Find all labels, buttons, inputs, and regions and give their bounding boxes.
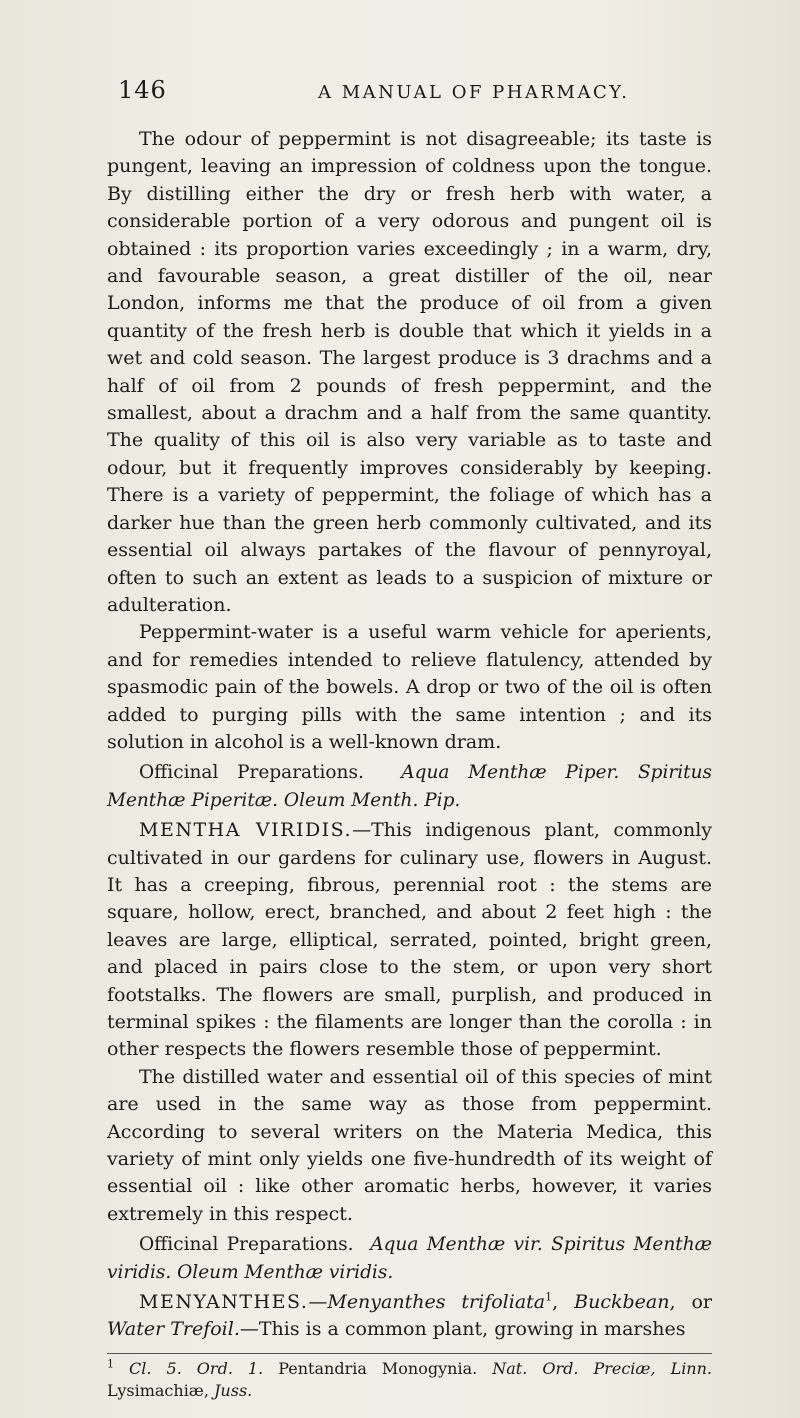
mentha-viridis-description: —This indigenous plant, commonly cultivated in our gardens for culinary use, flowers in August. It has a creeping, fibrous, perennial root : the stems are square, hollow, erect, branched, and about 2 feet high : the leaves are large, elliptical, serrated, pointed, bright green, and placed in pairs close to the stem, or upon very short footstalks. The flowers are small, purplish, and produced in terminal spikes : the filaments are longer than the corolla : in other respects the flowers resemble those of peppermint. [107, 819, 713, 1061]
running-title: A MANUAL OF PHARMACY. [318, 82, 630, 103]
footnote-text [107, 1358, 712, 1402]
footnote-linnaean: Pentandria Monogynia. [278, 1359, 493, 1378]
footnote-authority: Juss. [214, 1381, 253, 1400]
preparations-label: Officinal Preparations. [139, 1234, 354, 1256]
page-header [118, 76, 718, 116]
preparations-list: Aqua Menthæ Piper. Spiritus Menthæ Piperitæ. Oleum Menth. Pip. [107, 762, 712, 811]
footnote-classification: Cl. 5. Ord. 1. [114, 1359, 279, 1378]
comma: , [552, 1291, 575, 1314]
common-name: Buckbean [574, 1291, 670, 1314]
paragraph-peppermint-odour: The odour of peppermint is not disagreeable; its taste is pungent, leaving an impression of coldness upon the tongue. By distilling either the dry or fresh herb with water, a considerable portion of a very odorous and pungent oil is obtained : its proportion varies exceedingly ; in a warm, dry, and favourable season, a great distiller of the oil, near London, informs me that the produce of oil from a given quantity of the fresh herb is double that which it yields in a wet and cold season. The largest produce is 3 drachms and a half of oil from 2 pounds of fresh peppermint, and the smallest, about a drachm and a half from the same quantity. The quality of this oil is also very variable as to taste and odour, but it frequently improves considerably by keeping. There is a variety of peppermint, the foliage of which has a darker hue than the green herb commonly cultivated, and its essential oil always partakes of the flavour of pennyroyal, often to such an extent as leads to a suspicion of mixture or adulteration. [107, 128, 712, 616]
section-heading-menyanthes: MENYANTHES. [139, 1291, 309, 1314]
dash: — [308, 1291, 328, 1314]
preparations-label: Officinal Preparations. [139, 762, 364, 784]
body-text [107, 126, 712, 1344]
footnote-divider [107, 1353, 712, 1354]
paragraph-spearmint-uses: The distilled water and essential oil of this species of mint are used in the same way as those from peppermint. According to several writers on the Materia Medica, this variety of mint only yields one five-hundredth of its weight of essential oil : like other aromatic herbs, however, it varies extremely in this respect. [107, 1065, 712, 1225]
paragraph-menyanthes [107, 1289, 712, 1344]
common-name-2: Water Trefoil. [107, 1318, 240, 1341]
footnote-natural-order: Nat. Ord. Preciæ, Linn. [492, 1359, 713, 1378]
latin-name: Menyanthes trifoliata [327, 1291, 546, 1314]
officinal-preparations-spearmint [107, 1231, 712, 1286]
footnote-marker: 1 [107, 1357, 114, 1371]
menyanthes-description: —This is a common plant, growing in marshes [239, 1318, 686, 1341]
footnote-family: Lysimachiæ, [107, 1381, 215, 1400]
officinal-preparations-peppermint [107, 759, 712, 814]
paragraph-peppermint-water: Peppermint-water is a useful warm vehicle for aperients, and for remedies intended to relieve flatulency, attended by spasmodic pain of the bowels. A drop or two of the oil is often added to purging pills with the same intention ; and its solution in alcohol is a well-known dram. [107, 621, 712, 753]
preparations-list: Aqua Menthæ vir. Spiritus Menthæ viridis. Oleum Menthæ viridis. [107, 1234, 713, 1283]
footnote [107, 1358, 712, 1402]
paragraph-mentha-viridis [107, 817, 712, 1064]
footnote-ref: 1 [545, 1290, 553, 1304]
section-heading-mentha-viridis: MENTHA VIRIDIS. [139, 819, 353, 842]
page-number: 146 [118, 76, 167, 104]
or-word: , or [669, 1291, 712, 1314]
